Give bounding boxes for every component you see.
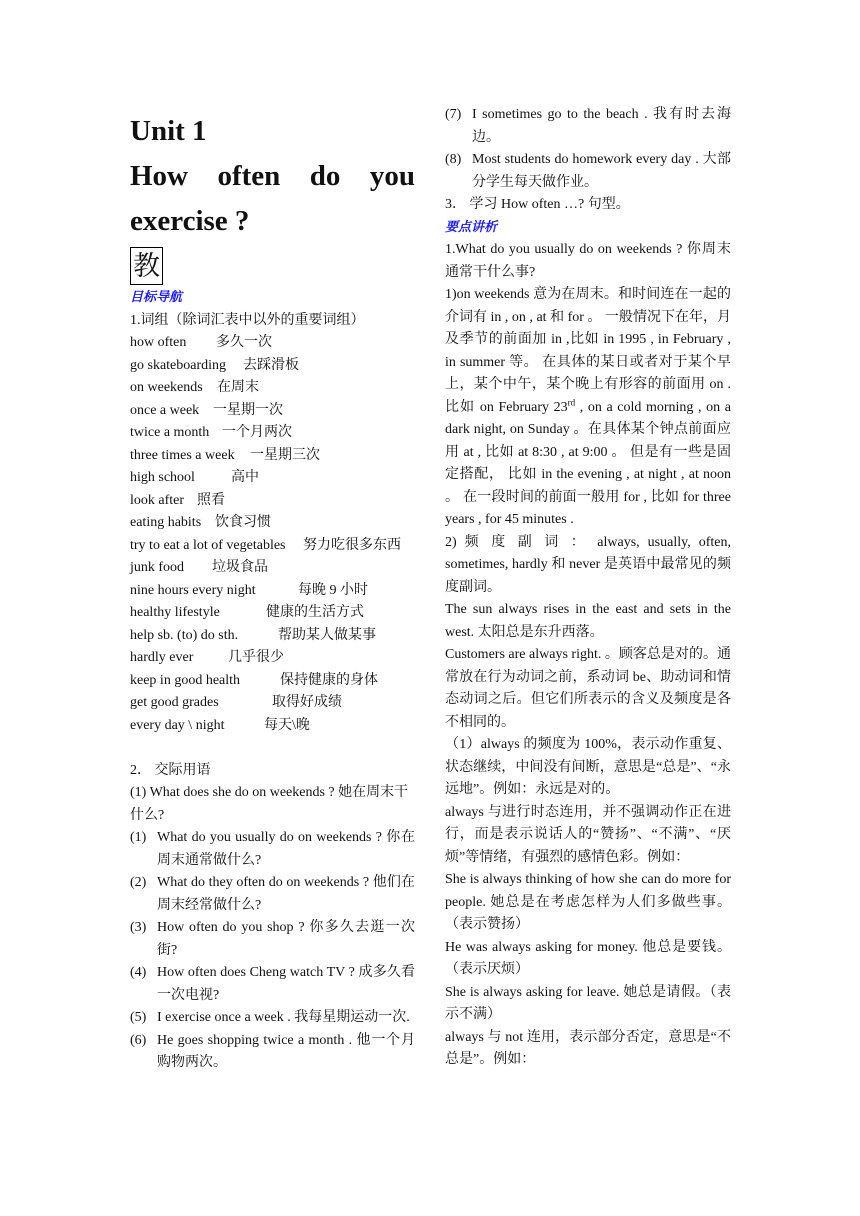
item-number: (5) xyxy=(130,1010,147,1025)
ordinal-suffix: rd xyxy=(567,396,576,407)
paragraph: 2) 频 度 副 词 ： always, usually, often, sometimes, hardly 和 never 是英语中最常见的频度副词。 xyxy=(445,534,731,595)
phrase-en: on weekends xyxy=(130,380,203,395)
phrase-zh: 健康的生活方式 xyxy=(266,605,364,620)
paragraph: She is always thinking of how she can do more for people. 她总是在考虑怎样为人们多做些事。（表示赞扬） xyxy=(445,872,731,932)
phrase-item xyxy=(130,355,415,378)
vocab-heading: 1.词组（除词汇表中以外的重要词组） xyxy=(130,312,365,328)
sentence-item xyxy=(445,104,731,149)
paragraph-text: 1)on weekends 意为在周末。和时间连在一起的介词有 in , on , at 和 for 。 一般情况下在年，月及季节的前面加 in ,比如 in 1995 , in February , in summer 等。 在具体的某日或者对于某个早上，某个中午，某个晚上有形容的前面用 on .比如 on February 23 xyxy=(445,287,731,415)
phrase-item xyxy=(130,580,415,603)
item-number: (2) xyxy=(130,875,147,890)
phrase-zh: 每天\晚 xyxy=(264,717,310,733)
phrase-en: help sb. (to) do sth. xyxy=(130,627,239,643)
title-word: often xyxy=(217,160,281,192)
phrase-en: three times a week xyxy=(130,447,235,463)
phrase-zh: 一星期三次 xyxy=(250,447,320,463)
item-text: How often does Cheng watch TV ? 成多久看一次电视? xyxy=(157,965,415,1003)
title-word: do xyxy=(309,160,341,192)
paragraph: Customers are always right. 。顾客总是对的。通常放在行为动词之前，系动词 be、助动词和情态动词之后。但它们所表示的含义及频度是各不相同的。 xyxy=(445,647,731,730)
item-text: I sometimes go to the beach . 我有时去海边。 xyxy=(472,107,731,145)
section-heading: 要点讲析 xyxy=(445,219,498,235)
phrase-en: once a week xyxy=(130,402,200,418)
paragraph: always 与 not 连用，表示部分否定，意思是“不总是”。例如： xyxy=(445,1029,731,1067)
phrase-en: high school xyxy=(130,470,195,485)
lesson-title-line xyxy=(130,154,415,199)
phrase-item xyxy=(130,490,415,513)
paragraph xyxy=(445,284,731,532)
phrase-en: every day \ night xyxy=(130,717,225,733)
question-1: 1.What do you usually do on weekends ? 你周末通常干什么事? xyxy=(445,242,731,280)
phrase-zh: 几乎很少 xyxy=(228,650,284,665)
sentence-item xyxy=(130,962,415,1007)
phrase-en: keep in good health xyxy=(130,672,241,688)
lesson-title-line: exercise ? xyxy=(130,205,250,237)
comm-heading: 2． 交际用语 xyxy=(130,762,211,778)
phrase-item xyxy=(130,467,415,490)
phrase-en: try to eat a lot of vegetables xyxy=(130,537,286,553)
item-text: He goes shopping twice a month . 他一个月购物两次。 xyxy=(157,1032,415,1070)
phrase-item xyxy=(130,557,415,580)
title-word: How xyxy=(130,160,188,192)
phrase-zh: 每晚 9 小时 xyxy=(298,582,368,598)
phrase-item xyxy=(130,377,415,400)
phrase-en: eating habits xyxy=(130,515,202,530)
item-number: (7) xyxy=(445,107,462,122)
spacer xyxy=(130,737,415,760)
sentence-item xyxy=(130,917,415,962)
phrase-zh: 多久一次 xyxy=(216,335,272,350)
phrase-en: how often xyxy=(130,335,187,350)
phrase-item xyxy=(130,625,415,648)
paragraph: （1）always 的频度为 100%，表示动作重复、状态继续，中间没有间断，意思是“总是”、“永远地”。例如：永远是对的。 xyxy=(445,737,731,797)
item-number: (1) xyxy=(130,830,147,845)
sentence-item xyxy=(130,1030,415,1075)
phrase-item xyxy=(130,602,415,625)
phrase-list xyxy=(130,332,415,737)
phrase-item xyxy=(130,715,415,738)
phrase-en: look after xyxy=(130,492,185,508)
left-column xyxy=(130,109,415,1075)
phrase-zh: 取得好成绩 xyxy=(272,695,342,710)
title-word: you xyxy=(369,160,415,192)
phrase-item xyxy=(130,535,415,558)
phrase-item xyxy=(130,422,415,445)
phrase-zh: 垃圾食品 xyxy=(212,560,268,575)
phrase-en: junk food xyxy=(130,560,185,575)
phrase-zh: 一个月两次 xyxy=(222,425,292,440)
phrase-en: go skateboarding xyxy=(130,357,227,373)
right-column xyxy=(445,104,731,1072)
item-text: How often do you shop ? 你多久去逛一次街? xyxy=(157,920,415,958)
item-text: I exercise once a week . 我每星期运动一次. xyxy=(157,1010,410,1025)
comm-intro: (1) What does she do on weekends ? 她在周末干什么? xyxy=(130,785,409,823)
phrase-en: nine hours every night xyxy=(130,582,256,598)
phrase-item xyxy=(130,445,415,468)
item-text: What do you usually do on weekends ? 你在周末通常做什么? xyxy=(157,830,415,868)
paragraph: always 与进行时态连用，并不强调动作正在进行，而是表示说话人的“赞扬”、“不满”、“厌烦”等情绪，有强烈的感情色彩。例如： xyxy=(445,804,731,865)
phrase-item xyxy=(130,332,415,355)
phrase-item xyxy=(130,670,415,693)
pattern-item: 3． 学习 How often …? 句型。 xyxy=(445,197,630,212)
phrase-zh: 帮助某人做某事 xyxy=(278,627,376,643)
phrase-en: healthy lifestyle xyxy=(130,605,220,620)
phrase-zh: 在周末 xyxy=(217,380,259,395)
item-text: What do they often do on weekends ? 他们在周末经常做什么? xyxy=(157,875,415,913)
phrase-item xyxy=(130,512,415,535)
phrase-zh: 照看 xyxy=(197,492,225,508)
phrase-zh: 饮食习惯 xyxy=(215,515,271,530)
paragraph-text: , on a cold morning , on a dark night, on Sunday 。在具体某个钟点前面应用 at , 比如 at 8:30 , at 9:00 。 但是有一些是固定搭配， 比如 in the evening , at night , at noon 。 在一段时间的前面一般用 for , 比如 for three years , for 45 minutes . xyxy=(445,399,731,527)
phrase-zh: 去踩滑板 xyxy=(243,357,299,373)
phrase-item xyxy=(130,647,415,670)
phrase-item xyxy=(130,692,415,715)
item-text: Most students do homework every day . 大部分学生每天做作业。 xyxy=(472,152,731,190)
item-number: (6) xyxy=(130,1032,147,1048)
phrase-zh: 保持健康的身体 xyxy=(280,672,378,688)
paragraph: She is always asking for leave. 她总是请假。（表示不满） xyxy=(445,984,731,1022)
paragraph: He was always asking for money. 他总是要钱。（表示厌烦） xyxy=(445,939,731,977)
boxed-character: 教 xyxy=(130,247,163,285)
item-number: (3) xyxy=(130,920,147,935)
item-number: (4) xyxy=(130,965,147,980)
phrase-item xyxy=(130,400,415,423)
item-number: (8) xyxy=(445,152,462,167)
paragraph: The sun always rises in the east and sets in the west. 太阳总是东升西落。 xyxy=(445,602,731,640)
sentence-item xyxy=(130,872,415,917)
phrase-zh: 努力吃很多东西 xyxy=(303,537,401,553)
sentence-item xyxy=(445,149,731,194)
phrase-en: twice a month xyxy=(130,425,210,440)
phrase-zh: 高中 xyxy=(231,470,259,485)
sentence-list xyxy=(130,827,415,1075)
phrase-zh: 一星期一次 xyxy=(213,402,283,418)
unit-title: Unit 1 xyxy=(130,115,207,147)
phrase-en: get good grades xyxy=(130,695,219,710)
phrase-en: hardly ever xyxy=(130,650,194,665)
section-heading: 目标导航 xyxy=(130,290,183,305)
sentence-item xyxy=(130,1007,415,1030)
sentence-item xyxy=(130,827,415,872)
